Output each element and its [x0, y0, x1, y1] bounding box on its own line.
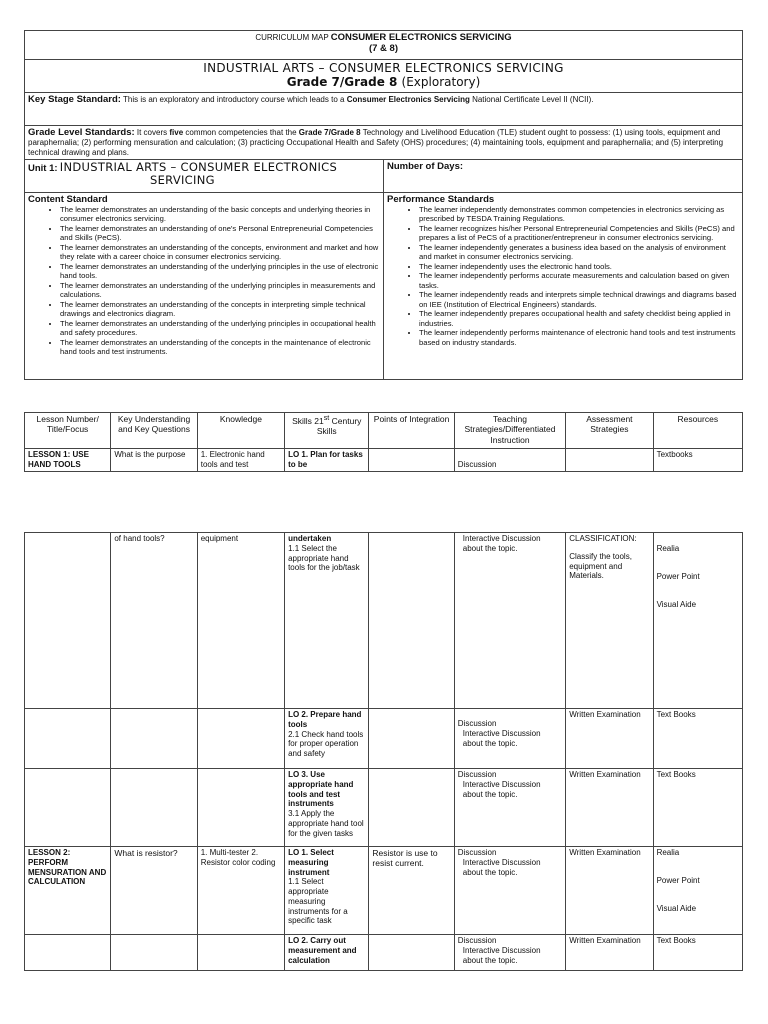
- integration-cell: Resistor is use to resist current.: [369, 847, 454, 935]
- question-cell: What is the purpose: [111, 449, 197, 472]
- lesson-cell: [25, 935, 111, 971]
- lesson-table-1: [24, 412, 743, 472]
- assessment-cell: Written Examination: [566, 847, 653, 935]
- list-item: • The learner independently uses the electronic hand tools.: [419, 262, 739, 271]
- list-item: • The learner demonstrates an understanding of the underlying principles in the use of electronic hand tools.: [60, 262, 380, 281]
- list-item: • The learner independently generates a business idea based on the analysis of environment and market in consumer electronics servicing.: [419, 243, 739, 262]
- col-header-key-understanding: Key Understanding and Key Questions: [111, 413, 197, 449]
- exploratory-label: (Exploratory): [401, 75, 481, 90]
- strategy-cell: Discussion: [454, 449, 565, 472]
- key-stage-label: Key Stage Standard:: [28, 94, 121, 105]
- unit-name-line2: SERVICING: [150, 173, 215, 188]
- integration-cell: [369, 769, 454, 847]
- skill-cell: [285, 709, 369, 769]
- subject-title: [25, 60, 743, 93]
- content-standard-cell: [25, 192, 384, 379]
- resource-item: Visual Aide: [656, 903, 697, 913]
- lesson-cell: [25, 769, 111, 847]
- strategy-line2: Interactive Discussion about the topic.: [462, 945, 541, 965]
- question-cell: [111, 935, 197, 971]
- map-prefix: CURRICULUM MAP: [255, 33, 329, 42]
- assessment-cell: Written Examination: [566, 935, 653, 971]
- list-item: • The learner independently performs accurate measurements and calculation based on given tasks.: [419, 271, 739, 290]
- content-standard-list: [28, 205, 380, 357]
- table-row: [25, 533, 743, 709]
- number-of-days-label: Number of Days:: [387, 160, 464, 172]
- strategy-line1: Discussion: [457, 719, 497, 728]
- skill-text: 1.1 Select appropriate measuring instruments for a specific task: [288, 877, 348, 926]
- assessment-cell: [566, 533, 653, 709]
- content-standard-title: Content Standard: [28, 193, 108, 205]
- lesson-cell: [25, 533, 111, 709]
- strategy-cell: [454, 769, 565, 847]
- subject-title-line1: INDUSTRIAL ARTS – CONSUMER ELECTRONICS SERVICING: [203, 61, 564, 75]
- skill-title: LO 3. Use appropriate hand tools and test instruments: [288, 770, 354, 809]
- strategy-cell: [454, 709, 565, 769]
- lesson-cell: [25, 709, 111, 769]
- key-stage-text-a: This is an exploratory and introductory course which leads to a: [123, 95, 345, 104]
- col-header-assessment: Assessment Strategies: [566, 413, 653, 449]
- list-item: • The learner demonstrates an understanding of the basic concepts and underlying theories in consumer electronics servicing.: [60, 205, 380, 224]
- col-header-knowledge: Knowledge: [197, 413, 284, 449]
- list-item: • The learner independently reads and interprets simple technical drawings and diagrams based on IEE (Institution of Electrical Engineers) standards.: [419, 290, 739, 309]
- strategy-cell: [454, 847, 565, 935]
- question-cell: [111, 709, 197, 769]
- skills-header-b: Century Skills: [316, 415, 362, 437]
- table-row: [25, 847, 743, 935]
- skill-title: undertaken: [288, 534, 332, 543]
- resource-cell: [653, 847, 742, 935]
- strategy-text: Interactive Discussion about the topic.: [462, 534, 541, 553]
- col-header-resources: Resources: [653, 413, 742, 449]
- unit-name-line1: INDUSTRIAL ARTS – CONSUMER ELECTRONICS: [59, 159, 338, 174]
- list-item: • The learner independently performs maintenance of electronic hand tools and test instruments based on industry standards.: [419, 328, 739, 347]
- skill-cell: [285, 847, 369, 935]
- resource-item: Realia: [656, 848, 680, 857]
- col-header-lesson: Lesson Number/ Title/Focus: [25, 413, 111, 449]
- skill-text: 3.1 Apply the appropriate hand tool for the given tasks: [288, 809, 364, 838]
- question-cell: What is resistor?: [111, 847, 197, 935]
- lesson-cell: LESSON 2: PERFORM MENSURATION AND CALCULATION: [25, 847, 111, 935]
- performance-standard-list: [387, 205, 739, 347]
- strategy-cell: [454, 533, 565, 709]
- col-header-integration: Points of Integration: [369, 413, 454, 449]
- skills-header-a: Skills 21: [292, 415, 324, 426]
- skill-cell: LO 2. Carry out measurement and calculation: [285, 935, 369, 971]
- skill-text: 2.1 Check hand tools for proper operation and safety: [288, 729, 364, 758]
- table-row: [25, 935, 743, 971]
- unit-title-cell: [25, 159, 384, 192]
- key-stage-standard: [25, 93, 743, 126]
- skill-title: LO 2. Prepare hand tools: [288, 710, 362, 729]
- table-row: [25, 709, 743, 769]
- strategy-line2: Interactive Discussion about the topic.: [462, 857, 541, 877]
- resource-cell: [653, 533, 742, 709]
- integration-cell: [369, 709, 454, 769]
- grade-label: Grade 7/Grade 8: [286, 75, 398, 90]
- skill-text: 1.1 Select the appropriate hand tools for the job/task: [288, 543, 360, 573]
- resource-cell: Text Books: [653, 769, 742, 847]
- assessment-title: CLASSIFICATION:: [569, 534, 637, 543]
- curriculum-map-title: [25, 31, 743, 60]
- table-row: [25, 449, 743, 472]
- lesson-table-2: [24, 532, 743, 971]
- strategy-cell: [454, 935, 565, 971]
- list-item: • The learner independently demonstrates common competencies in electronics servicing as prescribed by TESDA Training Regulations.: [419, 205, 739, 224]
- strategy-line1: Discussion: [457, 770, 497, 779]
- assessment-text: Classify the tools, equipment and Materials.: [569, 551, 632, 581]
- lesson-cell: LESSON 1: USE HAND TOOLS: [25, 449, 111, 472]
- assessment-cell: [566, 449, 653, 472]
- grade-level-standards: [25, 126, 743, 160]
- skill-cell: [285, 769, 369, 847]
- map-title-text: CONSUMER ELECTRONICS SERVICING: [330, 32, 512, 43]
- knowledge-cell: equipment: [197, 533, 284, 709]
- resource-item: Visual Aide: [656, 599, 697, 609]
- gls-text-a: It covers: [136, 128, 168, 137]
- strategy-line2: Interactive Discussion about the topic.: [462, 779, 541, 799]
- question-cell: [111, 769, 197, 847]
- list-item: • The learner demonstrates an understanding of one's Personal Entrepreneurial Competencies and Skills (PeCS).: [60, 224, 380, 243]
- assessment-cell: Written Examination: [566, 709, 653, 769]
- resource-cell: Text Books: [653, 935, 742, 971]
- integration-cell: [369, 449, 454, 472]
- integration-cell: [369, 935, 454, 971]
- table-row: [25, 769, 743, 847]
- knowledge-cell: 1. Multi-tester 2. Resistor color coding: [197, 847, 284, 935]
- resource-item: Power Point: [656, 571, 700, 581]
- gls-text-five: five: [169, 128, 184, 137]
- key-stage-text-bold: Consumer Electronics Servicing: [346, 95, 470, 104]
- number-of-days-cell: [384, 159, 743, 192]
- resource-item: Power Point: [656, 875, 700, 885]
- list-item: • The learner demonstrates an understanding of the concepts in the maintenance of electronic hand tools and test instruments.: [60, 338, 380, 357]
- subject-title-line2: [28, 75, 739, 89]
- skill-title: LO 1. Select measuring instrument: [288, 848, 334, 877]
- col-header-teaching: Teaching Strategies/Differentiated Instruction: [454, 413, 565, 449]
- list-item: • The learner demonstrates an understanding of the underlying principles in measurements and calculations.: [60, 281, 380, 300]
- performance-standard-cell: [384, 192, 743, 379]
- skill-cell: LO 1. Plan for tasks to be: [285, 449, 369, 472]
- list-item: • The learner demonstrates an understanding of the concepts, environment and market and how they relate with a career choice in consumer electronics servicing.: [60, 243, 380, 262]
- unit-label: Unit 1:: [28, 162, 58, 174]
- integration-cell: [369, 533, 454, 709]
- key-stage-text-b: National Certificate Level II (NCII).: [472, 95, 594, 104]
- resource-cell: Textbooks: [653, 449, 742, 472]
- knowledge-cell: [197, 935, 284, 971]
- resource-item: Realia: [656, 544, 680, 553]
- resource-cell: Text Books: [653, 709, 742, 769]
- map-grades: (7 & 8): [368, 43, 399, 55]
- gls-text-c: common competencies that the: [185, 128, 297, 137]
- gls-text-grade: Grade 7/Grade 8: [298, 128, 361, 137]
- gls-text-e: Technology and Livelihood Education (TLE) student ought to possess: (1) using tools, equipment and paraphernalia; (2) performing mensuration and calculation; (3) practicing Occupational Health and Safety (OHS) procedures; (4) maintaining tools, equipment and paraphernalia; and (5) interpreting technical drawing and plans.: [28, 128, 724, 157]
- knowledge-cell: 1. Electronic hand tools and test: [197, 449, 284, 472]
- strategy-line1: Discussion: [457, 936, 497, 945]
- strategy-line1: Discussion: [457, 848, 497, 857]
- curriculum-header-table: [24, 30, 743, 380]
- list-item: • The learner demonstrates an understanding of the concepts in interpreting simple technical drawings and electronics diagram.: [60, 300, 380, 319]
- assessment-cell: Written Examination: [566, 769, 653, 847]
- list-item: • The learner independently prepares occupational health and safety checklist being applied in industries.: [419, 309, 739, 328]
- list-item: • The learner recognizes his/her Personal Entrepreneurial Competencies and Skills (PeCS) and prepares a list of PeCS of a practitioner/entrepreneur in consumer electronics servicing.: [419, 224, 739, 243]
- knowledge-cell: [197, 709, 284, 769]
- list-item: • The learner demonstrates an understanding of the underlying principles in occupational health and safety procedures.: [60, 319, 380, 338]
- skill-cell: [285, 533, 369, 709]
- performance-standard-title: Performance Standards: [387, 193, 495, 205]
- strategy-line2: Interactive Discussion about the topic.: [462, 728, 541, 748]
- question-cell: of hand tools?: [111, 533, 197, 709]
- col-header-skills: [285, 413, 369, 449]
- grade-level-label: Grade Level Standards:: [28, 127, 135, 138]
- skills-header-sup: st: [323, 414, 330, 422]
- knowledge-cell: [197, 769, 284, 847]
